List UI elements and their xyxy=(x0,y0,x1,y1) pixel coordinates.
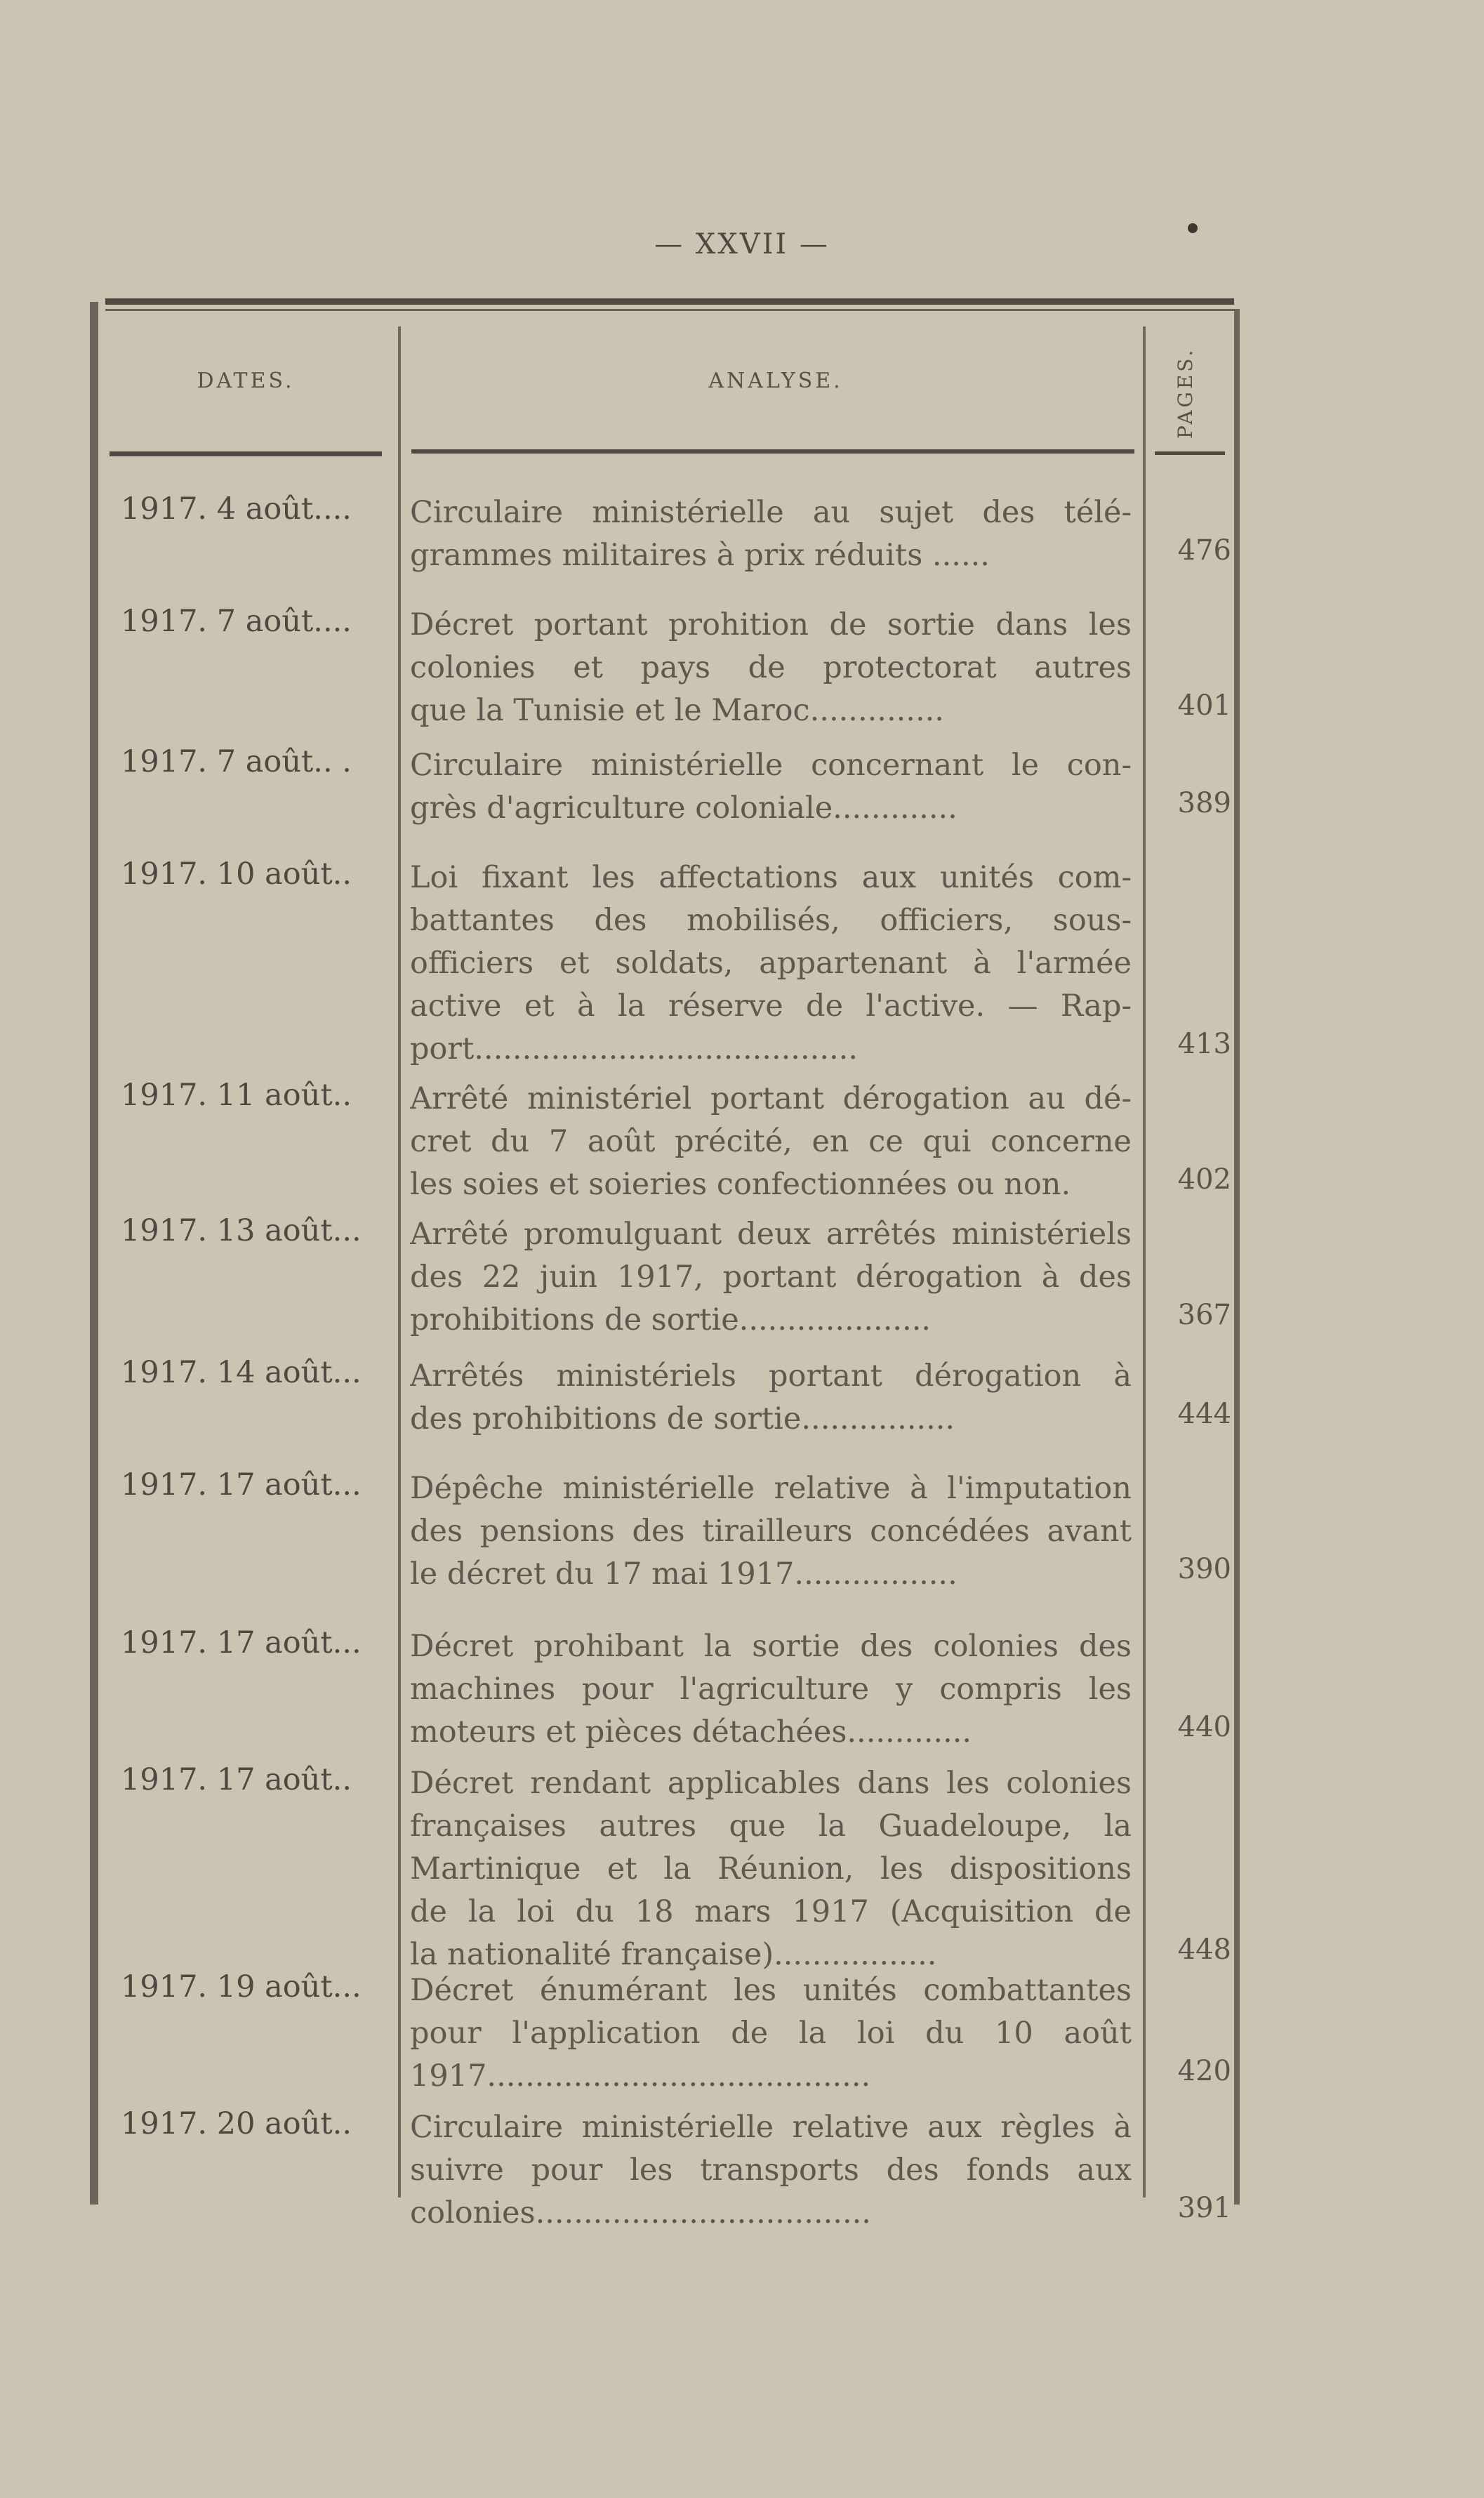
entry-analysis xyxy=(410,857,1132,1071)
column-separator-pages xyxy=(1143,326,1146,2198)
analysis-line: active et à la réserve de l'active. — Rap- xyxy=(410,989,1132,1024)
analysis-line: Décret énumérant les unités combattantes xyxy=(410,1973,1132,2008)
analysis-line: Circulaire ministérielle concernant le con- xyxy=(410,748,1132,783)
analysis-line: des 22 juin 1917, portant dérogation à des xyxy=(410,1260,1132,1295)
analysis-line: colonies................................... xyxy=(410,2195,871,2231)
entry-page-number: 420 xyxy=(1177,2055,1231,2087)
analysis-line: de la loi du 18 mars 1917 (Acquisition de xyxy=(410,1894,1132,1929)
entry-page-number: 402 xyxy=(1177,1163,1231,1196)
header-rule-analyse xyxy=(411,449,1134,454)
analysis-line: françaises autres que la Guadeloupe, la xyxy=(410,1809,1132,1844)
entry-date: 1917. 4 août.... xyxy=(121,491,352,527)
analysis-line: grès d'agriculture coloniale............. xyxy=(410,791,958,826)
table-left-border xyxy=(90,302,98,2205)
analysis-line: Décret rendant applicables dans les colonies xyxy=(410,1766,1132,1801)
column-header-dates: DATES. xyxy=(197,369,295,393)
entry-date: 1917. 11 août.. xyxy=(121,1078,352,1113)
analysis-line: prohibitions de sortie.................... xyxy=(410,1302,932,1337)
ink-dot xyxy=(1188,223,1198,233)
analysis-line: machines pour l'agriculture y compris les xyxy=(410,1672,1132,1707)
table-top-rule xyxy=(105,298,1234,305)
header-rule-pages xyxy=(1155,451,1225,455)
entry-date: 1917. 17 août.. xyxy=(121,1762,352,1797)
entry-date: 1917. 19 août... xyxy=(121,1969,362,2004)
entry-page-number: 448 xyxy=(1177,1934,1231,1966)
entry-date: 1917. 14 août... xyxy=(121,1355,362,1390)
entry-page-number: 444 xyxy=(1177,1398,1231,1430)
entry-page-number: 476 xyxy=(1177,534,1231,567)
entry-page-number: 401 xyxy=(1177,689,1231,722)
header-rule-dates xyxy=(110,451,382,456)
entry-page-number: 413 xyxy=(1177,1028,1231,1060)
analysis-line: Circulaire ministérielle relative aux règles à xyxy=(410,2110,1132,2145)
analysis-line: Décret prohibant la sortie des colonies des xyxy=(410,1629,1132,1664)
entry-analysis xyxy=(410,491,1132,577)
analysis-line: Dépêche ministérielle relative à l'imputation xyxy=(410,1471,1132,1506)
table-right-border xyxy=(1234,309,1240,2205)
analysis-line: officiers et soldats, appartenant à l'armée xyxy=(410,946,1132,981)
analysis-line: port........................................ xyxy=(410,1031,858,1066)
entry-date: 1917. 7 août.... xyxy=(121,604,352,639)
entry-date: 1917. 7 août.. . xyxy=(121,744,352,779)
analysis-line: moteurs et pièces détachées............. xyxy=(410,1714,972,1750)
entry-page-number: 367 xyxy=(1177,1299,1231,1331)
analysis-line: suivre pour les transports des fonds aux xyxy=(410,2153,1132,2188)
entry-analysis xyxy=(410,1213,1132,1342)
analysis-line: grammes militaires à prix réduits ...... xyxy=(410,538,990,573)
entry-analysis xyxy=(410,744,1132,830)
entry-analysis xyxy=(410,1969,1132,2098)
analysis-line: des pensions des tirailleurs concédées avant xyxy=(410,1514,1132,1549)
column-header-analyse: ANALYSE. xyxy=(708,369,843,393)
entry-date: 1917. 13 août... xyxy=(121,1213,362,1248)
entry-page-number: 440 xyxy=(1177,1711,1231,1743)
entry-analysis xyxy=(410,1355,1132,1441)
table-top-rule-thin xyxy=(105,309,1234,311)
entry-date: 1917. 20 août.. xyxy=(121,2106,352,2141)
analysis-line: que la Tunisie et le Maroc.............. xyxy=(410,693,944,728)
entry-page-number: 391 xyxy=(1177,2192,1231,2224)
entry-page-number: 390 xyxy=(1177,1553,1231,1585)
entry-analysis xyxy=(410,1467,1132,1596)
analysis-line: Martinique et la Réunion, les dispositions xyxy=(410,1851,1132,1886)
entry-date: 1917. 10 août.. xyxy=(121,857,352,892)
entry-page-number: 389 xyxy=(1177,787,1231,819)
analysis-line: colonies et pays de protectorat autres xyxy=(410,650,1132,685)
analysis-line: Circulaire ministérielle au sujet des télé- xyxy=(410,495,1132,530)
entry-analysis xyxy=(410,1078,1132,1206)
analysis-line: pour l'application de la loi du 10 août xyxy=(410,2016,1132,2051)
column-separator-dates xyxy=(398,326,401,2198)
analysis-line: les soies et soieries confectionnées ou non. xyxy=(410,1167,1071,1202)
entry-date: 1917. 17 août... xyxy=(121,1625,362,1660)
entry-analysis xyxy=(410,604,1132,732)
analysis-line: Arrêté promulguant deux arrêtés ministériels xyxy=(410,1217,1132,1252)
analysis-line: des prohibitions de sortie................ xyxy=(410,1401,955,1436)
entry-analysis xyxy=(410,1625,1132,1754)
analysis-line: Arrêté ministériel portant dérogation au dé- xyxy=(410,1081,1132,1116)
page-header: — XXVII — xyxy=(654,228,830,260)
analysis-line: le décret du 17 mai 1917................. xyxy=(410,1557,958,1592)
column-header-pages: PAGES. xyxy=(1174,347,1197,440)
analysis-line: Décret portant prohition de sortie dans les xyxy=(410,607,1132,642)
analysis-line: Arrêtés ministériels portant dérogation à xyxy=(410,1359,1132,1394)
analysis-line: la nationalité française)................. xyxy=(410,1937,937,1972)
entry-analysis xyxy=(410,1762,1132,1976)
analysis-line: Loi fixant les affectations aux unités com- xyxy=(410,860,1132,895)
analysis-line: cret du 7 août précité, en ce qui concerne xyxy=(410,1124,1132,1159)
entry-analysis xyxy=(410,2106,1132,2235)
entry-date: 1917. 17 août... xyxy=(121,1467,362,1502)
analysis-line: battantes des mobilisés, officiers, sous- xyxy=(410,903,1132,938)
analysis-line: 1917........................................ xyxy=(410,2058,871,2094)
